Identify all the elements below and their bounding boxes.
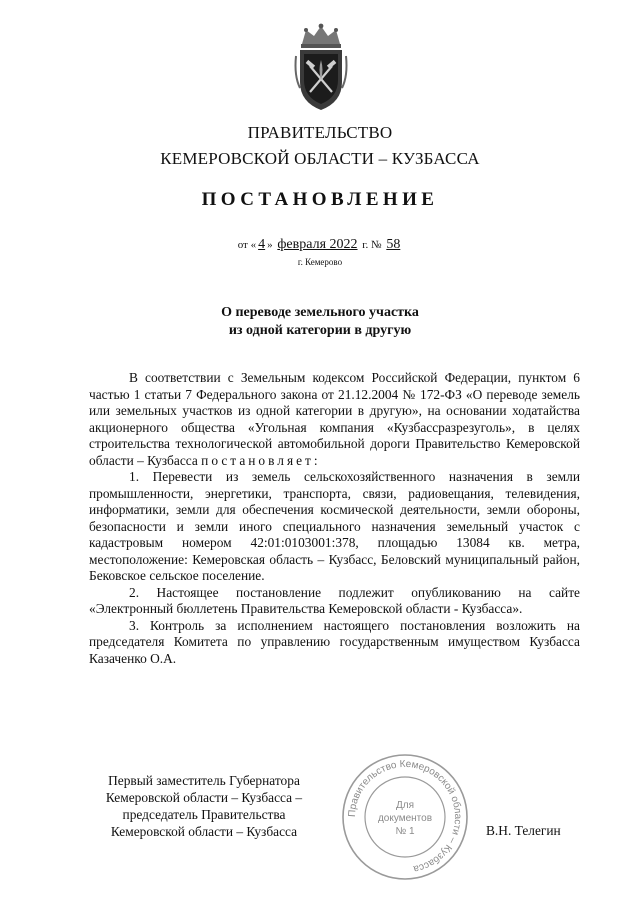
signatory-name: В.Н. Телегин xyxy=(486,823,561,838)
item-3-paragraph: 3. Контроль за исполнением настоящего постановления возложить на председателя Комитета по управлению государственным имуществом Кузбасса Казаченко О.А. xyxy=(89,617,580,666)
intro-paragraph xyxy=(89,370,580,469)
title-line2: из одной категории в другую xyxy=(228,323,412,338)
document-type: ПОСТАНОВЛЕНИЕ xyxy=(201,189,439,210)
date-month-year: февраля 2022 xyxy=(277,237,358,252)
position-line2: Кемеровской области – Кузбасса – xyxy=(105,790,303,805)
stamp-ring-text: Правительство Кемеровской области – Кузбасса xyxy=(346,758,464,875)
government-name-line2: КЕМЕРОВСКОЙ ОБЛАСТИ – КУЗБАССА xyxy=(160,149,480,168)
date-prefix: от « xyxy=(237,239,257,251)
city: г. Кемерово xyxy=(297,257,343,267)
stamp-inner-line1: Для xyxy=(395,800,415,811)
document-number: 58 xyxy=(386,237,401,252)
position-line4: Кемеровской области – Кузбасса xyxy=(110,824,298,839)
date-mid: » xyxy=(267,239,273,251)
official-stamp xyxy=(340,752,470,882)
decree-word: постановляет: xyxy=(201,452,321,468)
position-line1: Первый заместитель Губернатора xyxy=(108,773,300,788)
position-line3: председатель Правительства xyxy=(122,807,286,822)
date-day: 4 xyxy=(258,237,266,252)
government-name-line1: ПРАВИТЕЛЬСТВО xyxy=(247,123,393,142)
signatory-position xyxy=(84,772,324,840)
item-1-paragraph: 1. Перевести из земель сельскохозяйственного назначения в земли промышленности, энергетики, транспорта, связи, радиовещания, телевидения, информатики, земли для обеспечения космической деятельности, земли обороны, безопасности и земли иного специального назначения земельный участок с кадастровым номером 42:01:0103001:378, площадью 13084 кв. метра, местоположение: Кемеровская область – Кузбасс, Беловский муниципальный район, Бековское сельское поселение. xyxy=(89,469,580,583)
document-title xyxy=(0,304,640,340)
stamp-inner-line3: № 1 xyxy=(395,826,415,837)
intro-text: В соответствии с Земельным кодексом Российской Федерации, пунктом 6 частью 1 статьи 7 Федерального закона от 21.12.2004 № 172-ФЗ «О переводе земель или земельных участков из одной категории в другую», на основании ходатайства акционерного общества «Угольная компания «Кузбассразрезуголь», в целях строительства технологической автомобильной дороги Правительство Кемеровской области – Кузбасса xyxy=(89,370,580,468)
stamp-inner-line2: документов xyxy=(377,813,433,824)
document-body xyxy=(89,370,580,667)
item-2-paragraph: 2. Настоящее постановление подлежит опубликованию на сайте «Электронный бюллетень Правительства Кемеровской области - Кузбасса». xyxy=(89,584,580,616)
date-suffix: г. № xyxy=(362,239,382,251)
coat-of-arms-icon xyxy=(292,22,350,112)
date-line xyxy=(0,237,640,253)
title-line1: О переводе земельного участка xyxy=(221,305,419,320)
